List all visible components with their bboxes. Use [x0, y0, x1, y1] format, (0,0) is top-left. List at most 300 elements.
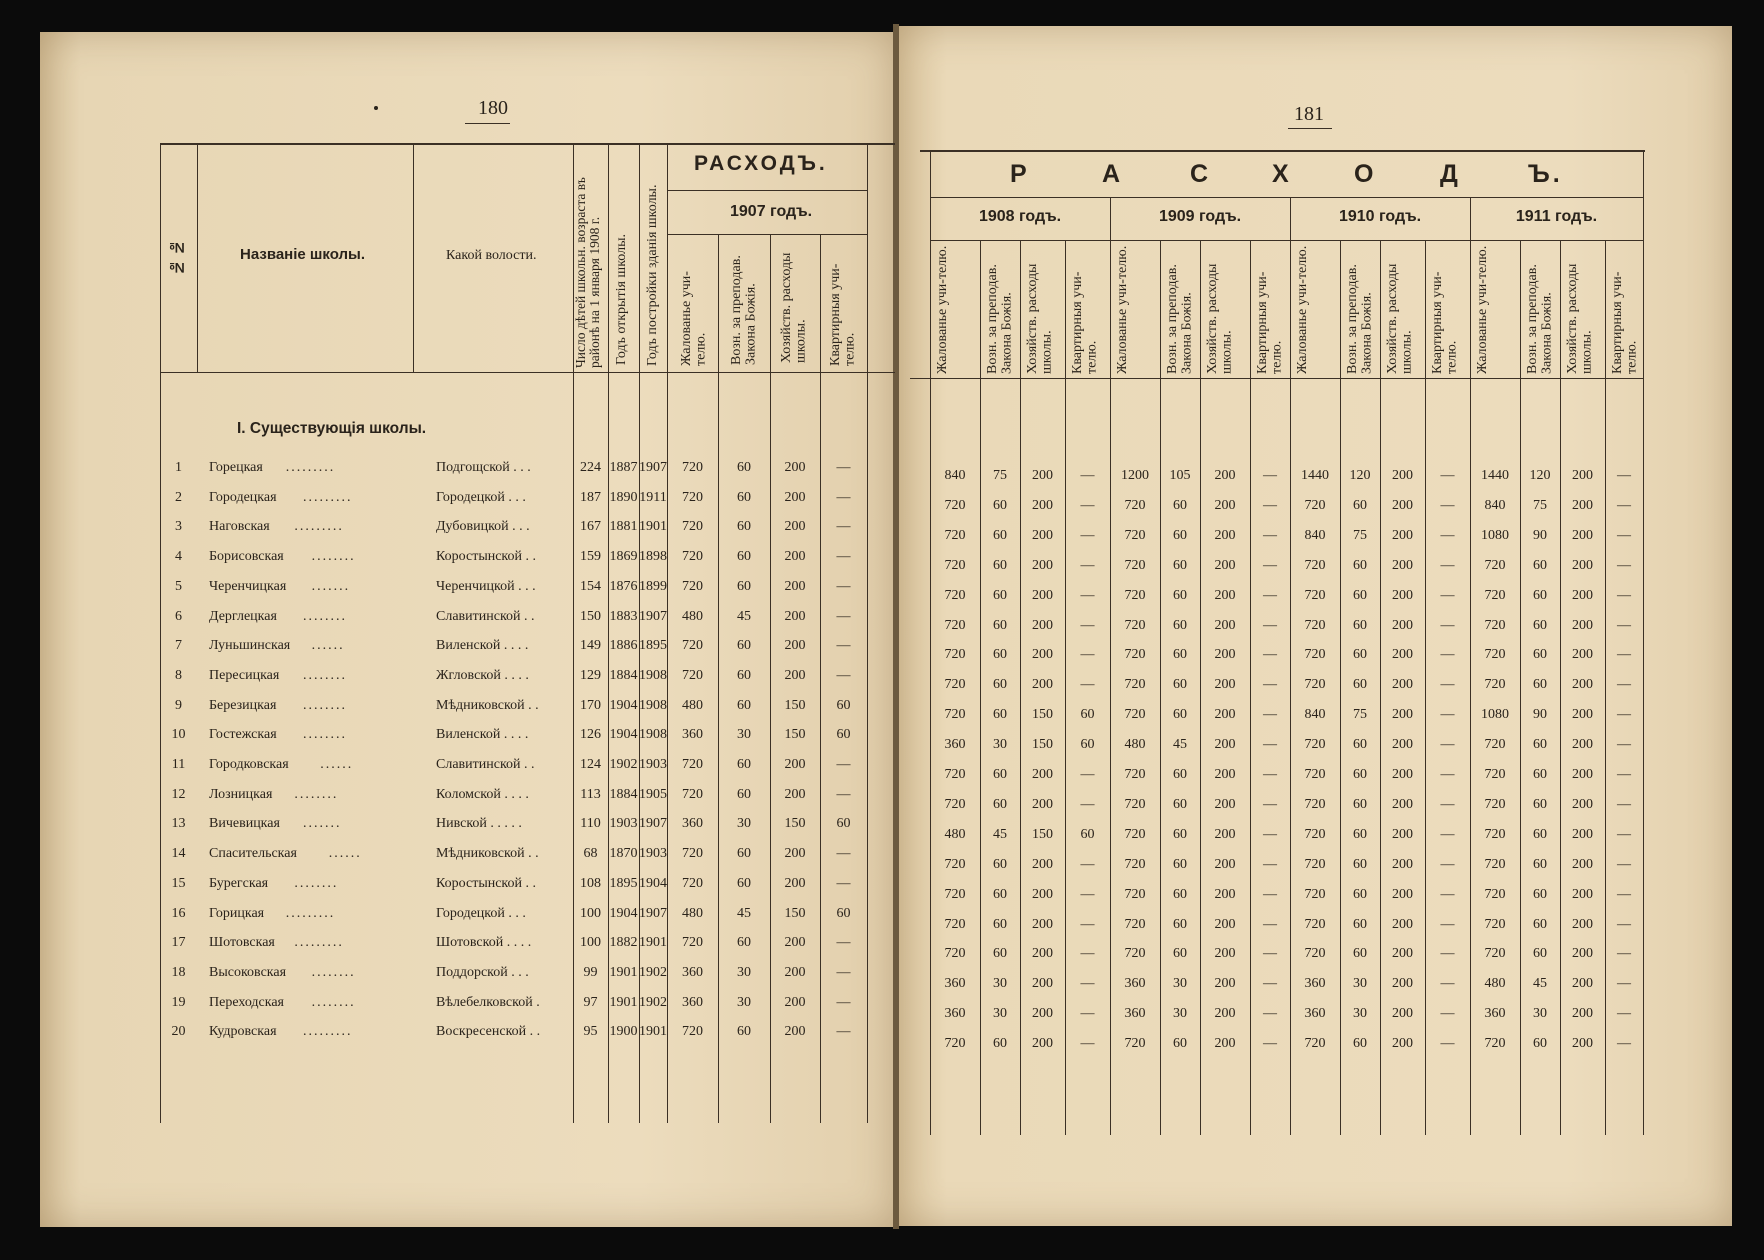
children-count: 124	[580, 757, 601, 772]
children-count: 97	[583, 994, 598, 1010]
amount-cell: 200	[1032, 916, 1053, 932]
rent-value: —	[836, 994, 851, 1010]
school-name: Кудровская	[209, 1024, 277, 1040]
amount-cell: 200	[1572, 527, 1593, 543]
household-value: 200	[784, 757, 806, 772]
year-opened: 1869	[609, 549, 638, 565]
amount-cell: —	[1080, 587, 1095, 603]
amount-cell: —	[1263, 946, 1277, 962]
amount-cell: 720	[1484, 946, 1506, 962]
amount-cell: 60	[1533, 677, 1547, 693]
expense-title-letter: Ъ.	[1528, 160, 1563, 188]
amount-cell: 720	[944, 707, 966, 723]
page-number-left: 180	[478, 97, 508, 119]
volost-name: Поддорской . . .	[436, 964, 529, 980]
amount-cell: —	[1263, 916, 1277, 932]
amount-cell: 60	[1533, 1036, 1547, 1052]
amount-cell: 200	[1572, 886, 1593, 902]
year-opened-header: Годъ открытія школы.	[614, 234, 629, 365]
amount-cell: —	[1617, 767, 1631, 782]
amount-cell: 720	[1124, 1036, 1146, 1052]
amount-cell: 360	[944, 976, 966, 992]
rent-value: —	[836, 964, 851, 980]
amount-cell: 60	[1353, 617, 1367, 633]
amount-cell: —	[1617, 737, 1631, 753]
school-name: Бурегская	[209, 875, 269, 891]
amount-cell: 200	[1214, 587, 1236, 603]
amount-cell: —	[1440, 916, 1455, 932]
rent-value: 60	[836, 816, 851, 832]
volost-name: Виленской . . . .	[436, 727, 529, 743]
amount-cell: 200	[1572, 796, 1593, 812]
leader-dots: ........	[294, 786, 339, 802]
volost-name: Коростынской . .	[436, 875, 537, 891]
law-value: 30	[737, 964, 751, 980]
amount-cell: 200	[1572, 1006, 1593, 1022]
amount-cell: 60	[1173, 916, 1187, 932]
amount-cell: —	[1440, 946, 1455, 962]
year-opened: 1895	[609, 875, 638, 891]
sub-header: Квартирныя учи-телю.	[1430, 271, 1460, 374]
amount-cell: 720	[1124, 557, 1146, 573]
amount-cell: 60	[1533, 587, 1547, 603]
amount-cell: 720	[944, 856, 966, 872]
amount-cell: 720	[1304, 737, 1326, 753]
leader-dots: ........	[311, 549, 356, 565]
amount-cell: —	[1617, 916, 1631, 932]
expense-title-letter: С	[1190, 160, 1212, 188]
amount-cell: —	[1080, 916, 1095, 932]
school-name-header: Названіе школы.	[240, 246, 366, 263]
children-count: 129	[580, 667, 601, 683]
amount-cell: 200	[1392, 587, 1413, 603]
household-value: 200	[784, 846, 806, 862]
sub-header: Хозяйств. расходы школы.	[1205, 263, 1235, 374]
year-built: 1907	[639, 816, 667, 832]
year-opened: 1890	[609, 489, 638, 505]
household-value: 200	[784, 964, 806, 980]
volost-header: Какой волости.	[446, 248, 537, 263]
amount-cell: 720	[1304, 587, 1326, 603]
amount-cell: 200	[1572, 856, 1593, 872]
amount-cell: 840	[1304, 527, 1326, 543]
year-opened: 1884	[609, 667, 638, 683]
amount-cell: 720	[1484, 826, 1506, 842]
rent-value: —	[836, 549, 851, 565]
year-opened: 1904	[609, 697, 638, 713]
amount-cell: 720	[1304, 946, 1326, 962]
amount-cell: 200	[1214, 976, 1236, 992]
amount-cell: —	[1440, 826, 1455, 842]
rent-value: —	[836, 1024, 851, 1040]
amount-cell: 200	[1392, 826, 1413, 842]
amount-cell: —	[1617, 707, 1631, 723]
amount-cell: 840	[944, 468, 966, 483]
amount-cell: 200	[1214, 617, 1236, 633]
amount-cell: 60	[1173, 527, 1187, 543]
sub-header: Квартирныя учи-телю.	[1255, 271, 1285, 374]
amount-cell: 720	[1304, 1036, 1326, 1052]
amount-cell: —	[1080, 468, 1095, 483]
amount-cell: 200	[1032, 946, 1053, 962]
year-opened: 1883	[609, 608, 638, 624]
amount-cell: 60	[1533, 886, 1547, 902]
household-value: 150	[784, 727, 806, 743]
amount-cell: 60	[1353, 737, 1367, 753]
leader-dots: .......	[311, 578, 351, 594]
children-count: 113	[580, 786, 601, 802]
amount-cell: 200	[1392, 737, 1413, 753]
year-opened: 1904	[609, 905, 638, 921]
amount-cell: 720	[1484, 856, 1506, 872]
volost-name: Воскресенской . .	[436, 1024, 541, 1040]
year-opened: 1901	[609, 994, 638, 1010]
salary-value: 360	[682, 964, 703, 980]
amount-cell: 60	[993, 1036, 1007, 1052]
leader-dots: .........	[303, 1024, 353, 1040]
row-number: 11	[171, 757, 186, 772]
year-built: 1899	[639, 578, 667, 594]
amount-cell: 200	[1032, 617, 1053, 633]
amount-cell: 200	[1392, 707, 1413, 723]
school-name: Дерглецкая	[209, 608, 277, 624]
year-opened: 1876	[609, 578, 638, 594]
year-opened: 1884	[609, 786, 638, 802]
amount-cell: 60	[1533, 796, 1547, 812]
ink-dot	[374, 106, 378, 110]
row-number: 12	[171, 786, 186, 802]
year-built: 1904	[639, 875, 667, 891]
year-built: 1905	[639, 786, 667, 802]
amount-cell: 720	[944, 647, 966, 663]
amount-cell: 200	[1572, 647, 1593, 663]
amount-cell: —	[1080, 677, 1095, 693]
amount-cell: —	[1440, 617, 1455, 633]
children-count: 149	[580, 638, 601, 654]
amount-cell: 720	[1124, 707, 1146, 723]
amount-cell: —	[1080, 1006, 1095, 1022]
sub-header: Жалованье учи-телю.	[935, 245, 950, 374]
amount-cell: 60	[1353, 497, 1367, 513]
children-count: 150	[580, 608, 601, 624]
law-value: 60	[737, 1024, 751, 1040]
leader-dots: .........	[285, 905, 336, 921]
amount-cell: 720	[1304, 856, 1326, 872]
amount-cell: 720	[1484, 767, 1506, 782]
amount-cell: 75	[1353, 707, 1367, 723]
school-name: Вичевицкая	[209, 816, 280, 832]
amount-cell: —	[1440, 886, 1455, 902]
amount-cell: —	[1080, 796, 1095, 812]
amount-cell: 200	[1392, 856, 1413, 872]
amount-cell: 60	[1173, 707, 1187, 723]
amount-cell: 360	[1304, 976, 1326, 992]
amount-cell: 30	[993, 976, 1007, 992]
rent-value: —	[836, 846, 851, 862]
household-value: 200	[784, 786, 806, 802]
amount-cell: —	[1440, 557, 1455, 573]
amount-cell: 720	[1124, 916, 1146, 932]
amount-cell: 200	[1214, 497, 1236, 513]
children-count: 159	[580, 549, 601, 565]
page-number-right: 181	[1294, 103, 1324, 125]
salary-value: 720	[682, 935, 703, 951]
year-built: 1902	[639, 994, 667, 1010]
amount-cell: 200	[1032, 767, 1053, 782]
law-value: 60	[737, 875, 751, 891]
amount-cell: —	[1617, 856, 1631, 872]
amount-cell: 60	[993, 497, 1007, 513]
leader-dots: ........	[303, 727, 347, 743]
rent-header: Квартирныя учи-телю.	[828, 263, 858, 366]
amount-cell: 60	[1173, 587, 1187, 603]
amount-cell: 720	[1124, 826, 1146, 842]
amount-cell: —	[1440, 527, 1455, 543]
amount-cell: 60	[1533, 826, 1547, 842]
amount-cell: 60	[1173, 497, 1187, 513]
school-name: Борисовская	[209, 549, 284, 565]
amount-cell: 60	[1353, 796, 1367, 812]
amount-cell: 200	[1392, 468, 1413, 483]
leader-dots: ......	[328, 846, 362, 862]
amount-cell: —	[1080, 856, 1095, 872]
amount-cell: 60	[1173, 946, 1187, 962]
school-name: Черенчицкая	[209, 578, 287, 594]
amount-cell: 30	[1353, 976, 1367, 992]
rent-value: —	[836, 935, 851, 951]
amount-cell: 1080	[1481, 527, 1509, 543]
household-value: 200	[784, 935, 806, 951]
amount-cell: —	[1617, 677, 1631, 693]
amount-cell: 60	[993, 946, 1007, 962]
row-number: 7	[175, 638, 182, 654]
year-opened: 1904	[609, 727, 638, 743]
amount-cell: 45	[1173, 737, 1187, 753]
column-rule	[197, 143, 198, 373]
school-name: Луньшинская	[209, 638, 291, 654]
amount-cell: 200	[1214, 677, 1236, 693]
amount-cell: —	[1440, 647, 1455, 663]
year-built: 1902	[639, 964, 667, 980]
amount-cell: 200	[1214, 916, 1236, 932]
school-name: Гостежская	[209, 727, 277, 743]
law-value: 60	[737, 757, 751, 772]
sub-header: Возн. за преподав. Закона Божія.	[1345, 264, 1375, 374]
amount-cell: 720	[1484, 677, 1506, 693]
amount-cell: —	[1263, 796, 1277, 812]
amount-cell: 720	[1484, 796, 1506, 812]
amount-cell: 360	[1124, 1006, 1146, 1022]
children-count: 187	[580, 489, 601, 505]
school-name: Городковская	[209, 757, 289, 772]
rent-value: —	[836, 489, 851, 505]
salary-value: 720	[682, 846, 703, 862]
children-count: 100	[580, 905, 601, 921]
amount-cell: —	[1440, 587, 1455, 603]
row-number: 9	[175, 697, 182, 713]
amount-cell: 200	[1214, 1006, 1236, 1022]
amount-cell: 60	[1533, 737, 1547, 753]
household-value: 200	[784, 638, 806, 654]
amount-cell: 60	[1353, 916, 1367, 932]
salary-value: 720	[682, 519, 703, 535]
amount-cell: —	[1440, 1036, 1455, 1052]
household-value: 200	[784, 489, 806, 505]
amount-cell: —	[1263, 527, 1277, 543]
sub-header: Жалованье учи-телю.	[1115, 245, 1130, 374]
household-value: 200	[784, 608, 806, 624]
amount-cell: 720	[1304, 647, 1326, 663]
amount-cell: 60	[1353, 1036, 1367, 1052]
school-name: Лозницкая	[209, 786, 273, 802]
amount-cell: —	[1263, 707, 1277, 723]
rent-value: —	[836, 608, 851, 624]
school-name: Березицкая	[209, 697, 277, 713]
amount-cell: 200	[1572, 468, 1593, 483]
year-built: 1901	[639, 935, 667, 951]
row-number: 18	[171, 964, 186, 980]
amount-cell: —	[1263, 976, 1277, 992]
children-count: 167	[580, 519, 601, 535]
section-heading: I. Существующія школы.	[237, 420, 427, 437]
amount-cell: 200	[1572, 497, 1593, 513]
children-count: 100	[580, 935, 601, 951]
amount-cell: 720	[1484, 647, 1506, 663]
amount-cell: 720	[1304, 497, 1326, 513]
amount-cell: 60	[1173, 647, 1187, 663]
volost-name: Славитинской . .	[436, 608, 535, 624]
leader-dots: ........	[294, 875, 339, 891]
salary-value: 360	[682, 994, 703, 1010]
amount-cell: 720	[1124, 527, 1146, 543]
year-built: 1898	[639, 549, 667, 565]
volost-name: Городецкой . . .	[436, 489, 526, 505]
amount-cell: 720	[1124, 677, 1146, 693]
school-name: Спасительская	[209, 846, 297, 862]
column-rule	[1470, 197, 1471, 1135]
amount-cell: —	[1440, 737, 1455, 753]
amount-cell: 75	[993, 468, 1007, 483]
law-value: 60	[737, 786, 751, 802]
amount-cell: —	[1263, 557, 1277, 573]
row-number: 3	[175, 519, 182, 535]
page-number-underline	[465, 123, 510, 124]
amount-cell: 30	[1533, 1006, 1547, 1022]
amount-cell: —	[1080, 557, 1095, 573]
leader-dots: .........	[303, 489, 353, 505]
sub-header: Квартирныя учи-телю.	[1070, 271, 1100, 374]
book-spine	[893, 24, 899, 1229]
law-value: 60	[737, 519, 751, 535]
amount-cell: 75	[1533, 497, 1547, 513]
amount-cell: 60	[1353, 886, 1367, 902]
rent-value: 60	[836, 697, 851, 713]
volost-name: Подгощской . . .	[436, 460, 531, 475]
row-number: 6	[175, 608, 182, 624]
amount-cell: 120	[1529, 468, 1551, 483]
amount-cell: 200	[1572, 677, 1593, 693]
amount-cell: 1440	[1481, 468, 1509, 483]
amount-cell: 720	[944, 677, 966, 693]
salary-value: 480	[682, 697, 703, 713]
volost-name: Мѣдниковской . .	[436, 846, 539, 862]
year-built: 1903	[639, 846, 667, 862]
amount-cell: —	[1617, 976, 1631, 992]
amount-cell: —	[1263, 886, 1277, 902]
amount-cell: 60	[1173, 1036, 1187, 1052]
volost-name: Виленской . . . .	[436, 638, 529, 654]
law-value: 30	[737, 816, 751, 832]
salary-value: 360	[682, 816, 703, 832]
amount-cell: 60	[1173, 856, 1187, 872]
row-number: 19	[171, 994, 186, 1010]
children-count: 68	[583, 846, 598, 862]
amount-cell: 720	[1484, 587, 1506, 603]
amount-cell: 200	[1392, 527, 1413, 543]
leader-dots: ......	[320, 757, 354, 772]
amount-cell: —	[1440, 1006, 1455, 1022]
amount-cell: 480	[944, 826, 966, 842]
amount-cell: 45	[993, 826, 1007, 842]
household-value: 200	[784, 549, 806, 565]
amount-cell: 360	[944, 1006, 966, 1022]
amount-cell: 200	[1392, 557, 1413, 573]
amount-cell: 720	[1124, 587, 1146, 603]
amount-cell: —	[1263, 1006, 1277, 1022]
salary-value: 720	[682, 786, 703, 802]
amount-cell: 200	[1572, 767, 1593, 782]
school-name: Высоковская	[209, 964, 287, 980]
leader-dots: ........	[311, 994, 356, 1010]
amount-cell: 720	[1304, 826, 1326, 842]
expense-title-letter: Д	[1440, 160, 1461, 188]
amount-cell: 60	[1533, 767, 1547, 782]
leader-dots: ........	[303, 608, 347, 624]
amount-cell: —	[1263, 767, 1277, 782]
amount-cell: 720	[944, 886, 966, 902]
amount-cell: 45	[1533, 976, 1547, 992]
amount-cell: 720	[1484, 1036, 1506, 1052]
school-name: Переходская	[209, 994, 284, 1010]
amount-cell: 200	[1392, 946, 1413, 962]
law-value: 60	[737, 638, 751, 654]
children-count: 110	[580, 816, 601, 832]
amount-cell: 720	[1484, 617, 1506, 633]
amount-cell: —	[1263, 468, 1277, 483]
volost-name: Коростынской . .	[436, 549, 537, 565]
salary-value: 720	[682, 1024, 703, 1040]
amount-cell: —	[1617, 497, 1631, 513]
leader-dots: ........	[303, 667, 347, 683]
amount-cell: 720	[944, 1036, 966, 1052]
children-count: 154	[580, 578, 601, 594]
amount-cell: 720	[944, 557, 966, 573]
amount-cell: 200	[1392, 1006, 1413, 1022]
leader-dots: ......	[311, 638, 345, 654]
amount-cell: 200	[1572, 737, 1593, 753]
amount-cell: 720	[944, 796, 966, 812]
law-value: 60	[737, 697, 751, 713]
volost-name: Нивской . . . . .	[436, 816, 522, 832]
children-count: 95	[583, 1024, 598, 1040]
amount-cell: 200	[1032, 557, 1053, 573]
amount-cell: 60	[1353, 767, 1367, 782]
children-count: 126	[580, 727, 601, 743]
column-rule	[1643, 150, 1644, 1135]
amount-cell: 200	[1392, 796, 1413, 812]
sub-header: Жалованье учи-телю.	[1295, 245, 1310, 374]
amount-cell: —	[1440, 976, 1455, 992]
